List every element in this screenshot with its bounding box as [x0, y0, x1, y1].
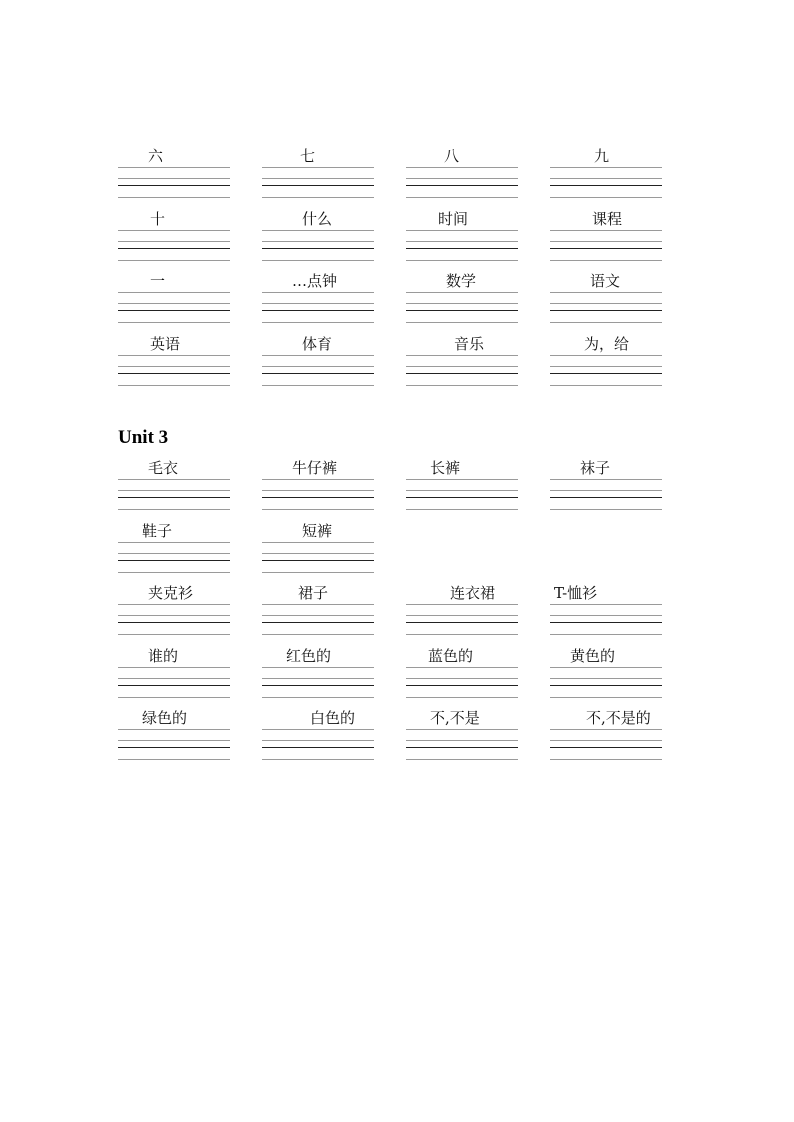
writing-cell — [118, 647, 230, 697]
writing-line — [262, 634, 374, 635]
vocab-word: 十 — [150, 209, 166, 228]
vocab-word: 英语 — [150, 334, 181, 353]
writing-line — [406, 178, 518, 179]
writing-line — [262, 310, 374, 311]
vocab-word: 体育 — [302, 334, 333, 353]
vocab-word: T-恤衫 — [554, 584, 598, 602]
writing-line — [550, 740, 662, 741]
writing-cell — [550, 210, 662, 260]
writing-line — [550, 260, 662, 261]
writing-line — [262, 667, 374, 668]
writing-cell — [262, 522, 374, 572]
writing-line — [118, 366, 230, 367]
writing-line — [550, 385, 662, 386]
vocab-word: 什么 — [302, 209, 333, 228]
writing-line — [550, 747, 662, 748]
writing-line — [550, 615, 662, 616]
vocab-word: 鞋子 — [142, 521, 173, 540]
writing-line — [118, 241, 230, 242]
writing-line — [406, 747, 518, 748]
writing-line — [406, 634, 518, 635]
writing-line — [118, 248, 230, 249]
writing-line — [262, 178, 374, 179]
writing-line — [406, 622, 518, 623]
vocab-word: 长裤 — [430, 459, 461, 477]
writing-cell — [262, 459, 374, 509]
writing-cell — [262, 147, 374, 197]
writing-cell — [262, 709, 374, 759]
writing-cell — [262, 210, 374, 260]
writing-cell — [262, 272, 374, 322]
vocab-word: 夹克衫 — [148, 584, 194, 602]
writing-line — [118, 292, 230, 293]
writing-line — [118, 167, 230, 168]
writing-line — [118, 322, 230, 323]
writing-cell — [550, 335, 662, 385]
writing-line — [262, 230, 374, 231]
writing-cell — [550, 647, 662, 697]
writing-line — [118, 303, 230, 304]
writing-line — [118, 553, 230, 554]
writing-line — [550, 490, 662, 491]
writing-line — [262, 260, 374, 261]
writing-line — [262, 167, 374, 168]
writing-line — [262, 303, 374, 304]
writing-line — [406, 697, 518, 698]
writing-line — [550, 197, 662, 198]
vocab-word: 黄色的 — [570, 646, 616, 665]
writing-line — [118, 740, 230, 741]
writing-line — [118, 572, 230, 573]
writing-line — [118, 634, 230, 635]
writing-line — [118, 678, 230, 679]
writing-cell — [262, 647, 374, 697]
unit-3-heading: Unit 3 — [118, 427, 169, 448]
vocab-word: 不,不是 — [430, 709, 480, 727]
writing-line — [550, 230, 662, 231]
writing-line — [262, 678, 374, 679]
writing-cell — [118, 210, 230, 260]
writing-cell — [550, 272, 662, 322]
vocab-word: 八 — [444, 147, 460, 165]
writing-line — [406, 260, 518, 261]
vocab-word: 九 — [594, 147, 610, 165]
writing-cell — [550, 459, 662, 509]
vocab-word: 谁的 — [148, 646, 179, 665]
writing-cell — [406, 147, 518, 197]
writing-line — [550, 729, 662, 730]
writing-line — [406, 241, 518, 242]
writing-line — [118, 729, 230, 730]
writing-line — [550, 241, 662, 242]
vocab-word: 红色的 — [286, 646, 332, 665]
writing-line — [262, 615, 374, 616]
writing-line — [550, 678, 662, 679]
writing-line — [118, 185, 230, 186]
writing-line — [550, 310, 662, 311]
writing-cell — [550, 147, 662, 197]
writing-cell — [406, 709, 518, 759]
writing-line — [406, 366, 518, 367]
writing-line — [550, 685, 662, 686]
writing-line — [406, 355, 518, 356]
vocab-word: 蓝色的 — [428, 646, 474, 665]
writing-cell — [118, 584, 230, 634]
writing-cell — [118, 335, 230, 385]
writing-line — [118, 490, 230, 491]
writing-line — [406, 740, 518, 741]
writing-line — [550, 759, 662, 760]
writing-line — [262, 385, 374, 386]
writing-line — [262, 553, 374, 554]
writing-cell — [262, 584, 374, 634]
writing-line — [262, 248, 374, 249]
writing-line — [406, 685, 518, 686]
writing-line — [118, 178, 230, 179]
writing-line — [118, 615, 230, 616]
vocab-word: 短裤 — [302, 521, 333, 540]
writing-line — [406, 615, 518, 616]
writing-line — [118, 197, 230, 198]
writing-cell — [406, 335, 518, 385]
writing-line — [406, 385, 518, 386]
writing-line — [262, 479, 374, 480]
writing-line — [262, 497, 374, 498]
writing-line — [262, 685, 374, 686]
writing-line — [550, 355, 662, 356]
writing-line — [262, 747, 374, 748]
writing-line — [550, 697, 662, 698]
writing-line — [262, 509, 374, 510]
writing-line — [262, 185, 374, 186]
writing-line — [550, 604, 662, 605]
writing-line — [118, 479, 230, 480]
writing-line — [406, 373, 518, 374]
writing-line — [118, 667, 230, 668]
writing-line — [118, 622, 230, 623]
vocab-word: 白色的 — [310, 709, 356, 727]
writing-line — [118, 355, 230, 356]
writing-line — [550, 178, 662, 179]
writing-line — [550, 622, 662, 623]
writing-line — [118, 542, 230, 543]
vocab-word: 音乐 — [454, 334, 485, 353]
writing-line — [118, 560, 230, 561]
writing-line — [118, 373, 230, 374]
writing-line — [262, 292, 374, 293]
writing-line — [262, 322, 374, 323]
writing-line — [406, 479, 518, 480]
vocab-word: 一 — [150, 272, 166, 290]
writing-line — [118, 497, 230, 498]
writing-line — [262, 197, 374, 198]
writing-line — [406, 303, 518, 304]
writing-line — [118, 509, 230, 510]
writing-cell — [406, 584, 518, 634]
writing-line — [550, 634, 662, 635]
writing-line — [406, 667, 518, 668]
vocab-word: 袜子 — [580, 459, 611, 477]
writing-cell — [118, 147, 230, 197]
writing-line — [262, 729, 374, 730]
writing-line — [262, 241, 374, 242]
vocab-word: 毛衣 — [148, 459, 179, 477]
writing-line — [118, 685, 230, 686]
vocab-word: 裙子 — [298, 584, 329, 602]
writing-line — [118, 310, 230, 311]
writing-line — [262, 366, 374, 367]
writing-line — [118, 759, 230, 760]
writing-line — [118, 260, 230, 261]
writing-line — [262, 697, 374, 698]
writing-cell — [118, 272, 230, 322]
writing-line — [406, 167, 518, 168]
writing-line — [550, 292, 662, 293]
writing-line — [262, 560, 374, 561]
writing-line — [406, 197, 518, 198]
writing-line — [550, 479, 662, 480]
writing-line — [118, 230, 230, 231]
vocab-word: 时间 — [438, 209, 469, 228]
writing-cell — [118, 459, 230, 509]
vocab-word: 课程 — [592, 209, 623, 228]
writing-line — [262, 740, 374, 741]
writing-line — [550, 185, 662, 186]
writing-line — [406, 729, 518, 730]
writing-line — [550, 303, 662, 304]
writing-line — [406, 490, 518, 491]
writing-line — [406, 292, 518, 293]
writing-line — [406, 678, 518, 679]
writing-line — [406, 604, 518, 605]
writing-line — [262, 604, 374, 605]
writing-line — [406, 230, 518, 231]
vocab-word: 绿色的 — [142, 709, 188, 727]
vocab-word: 六 — [148, 147, 164, 165]
writing-line — [550, 248, 662, 249]
writing-line — [262, 373, 374, 374]
writing-cell — [406, 272, 518, 322]
writing-line — [118, 385, 230, 386]
writing-line — [406, 310, 518, 311]
writing-line — [550, 497, 662, 498]
writing-line — [262, 542, 374, 543]
vocab-word: 语文 — [590, 272, 621, 290]
writing-line — [406, 248, 518, 249]
writing-line — [550, 667, 662, 668]
vocab-word: 为，给 — [584, 334, 630, 353]
writing-cell — [262, 335, 374, 385]
writing-cell — [406, 210, 518, 260]
writing-cell — [118, 522, 230, 572]
writing-line — [406, 497, 518, 498]
writing-line — [118, 697, 230, 698]
writing-line — [550, 167, 662, 168]
writing-line — [550, 322, 662, 323]
writing-line — [262, 355, 374, 356]
writing-line — [406, 759, 518, 760]
vocab-word: 牛仔裤 — [292, 459, 338, 477]
writing-cell — [118, 709, 230, 759]
writing-line — [550, 373, 662, 374]
vocab-word: 连衣裙 — [450, 584, 496, 602]
writing-line — [406, 322, 518, 323]
writing-line — [262, 622, 374, 623]
writing-cell — [550, 709, 662, 759]
vocab-word: 七 — [300, 147, 316, 165]
writing-line — [406, 185, 518, 186]
writing-line — [550, 366, 662, 367]
writing-line — [262, 572, 374, 573]
writing-line — [118, 747, 230, 748]
writing-line — [550, 509, 662, 510]
writing-cell — [550, 584, 662, 634]
writing-cell — [406, 647, 518, 697]
writing-line — [262, 759, 374, 760]
writing-cell — [406, 459, 518, 509]
writing-line — [262, 490, 374, 491]
vocab-word: 数学 — [446, 272, 477, 290]
writing-line — [406, 509, 518, 510]
writing-line — [118, 604, 230, 605]
vocab-word: …点钟 — [292, 272, 338, 290]
vocab-word: 不,不是的 — [586, 709, 651, 727]
